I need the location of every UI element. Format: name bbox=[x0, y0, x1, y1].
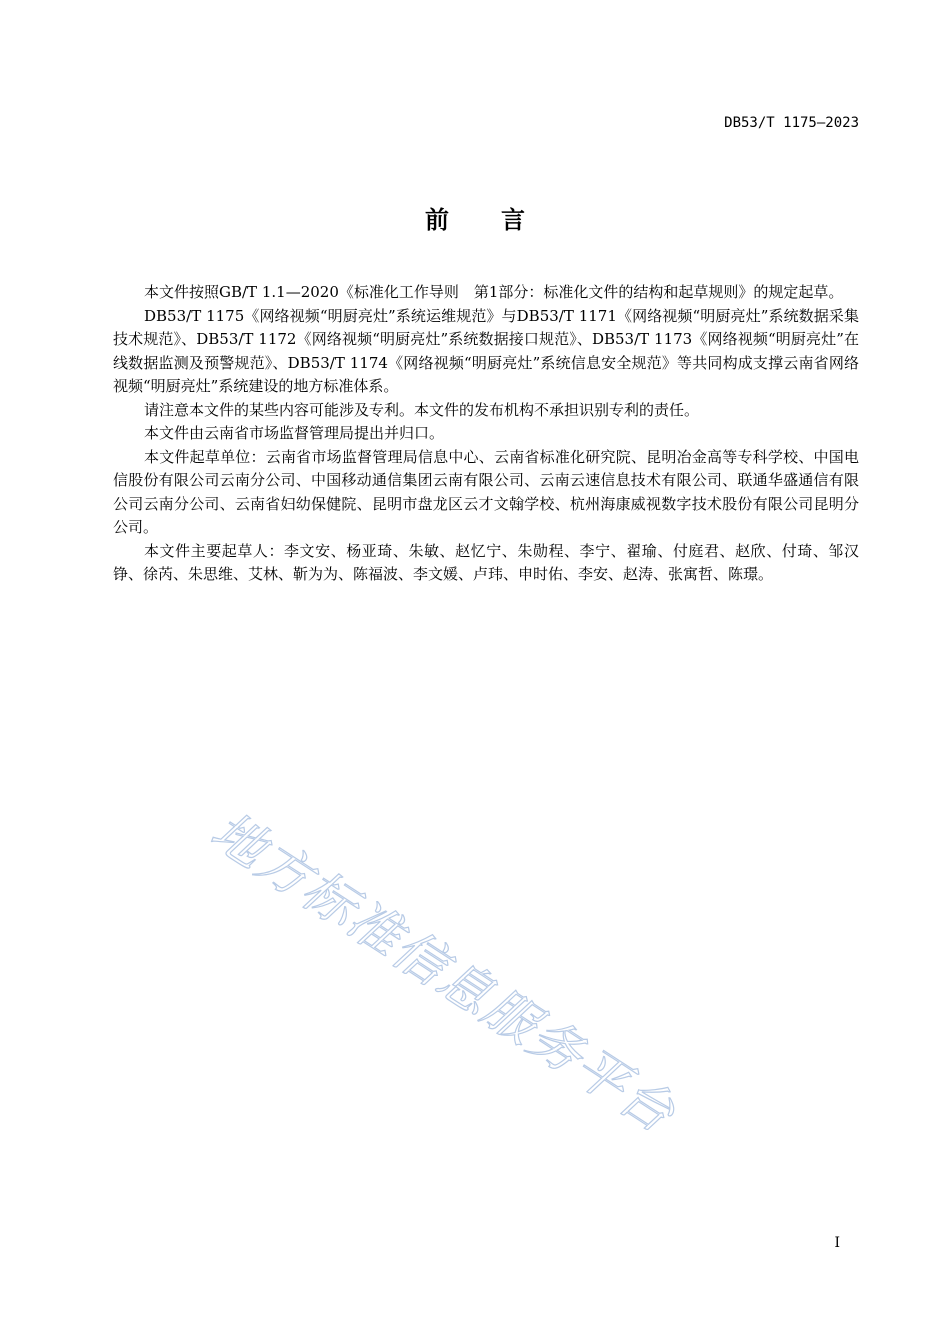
title-char-2: 言 bbox=[501, 206, 525, 234]
watermark: 地方标准信息服务平台 bbox=[200, 800, 686, 1146]
document-code: DB53/T 1175—2023 bbox=[724, 115, 859, 131]
paragraph-drafting-basis: 本文件按照GB/T 1.1—2020《标准化工作导则 第1部分：标准化文件的结构和起草规则》的规定起草。 bbox=[144, 283, 844, 301]
paragraph-patent-notice: 请注意本文件的某些内容可能涉及专利。本文件的发布机构不承担识别专利的责任。 bbox=[144, 400, 700, 419]
preface-body bbox=[113, 281, 859, 587]
paragraph-drafting-units: 本文件起草单位：云南省市场监督管理局信息中心、云南省标准化研究院、昆明冶金高等专科学校、中国电信股份有限公司云南分公司、中国移动通信集团云南有限公司、云南云速信息技术有限公司、联通华盛通信有限公司云南分公司、云南省妇幼保健院、昆明市盘龙区云才文翰学校、杭州海康威视数字技术股份有限公司昆明分公司。 bbox=[113, 447, 859, 536]
paragraph-proposer: 本文件由云南省市场监督管理局提出并归口。 bbox=[144, 424, 445, 442]
page-title bbox=[0, 200, 950, 235]
page-number: I bbox=[834, 1235, 840, 1251]
paragraph-standard-series: DB53/T 1175《网络视频“明厨亮灶”系统运维规范》与DB53/T 1171《网络视频“明厨亮灶”系统数据采集技术规范》、DB53/T 1172《网络视频“明厨亮灶”系统数据接口规范》、DB53/T 1173《网络视频“明厨亮灶”在线数据监测及预警规范》、DB53/T 1174《网络视频“明厨亮灶”系统信息安全规范》等共同构成支撑云南省网络视频“明厨亮灶”系统建设的地方标准体系。 bbox=[113, 306, 859, 395]
paragraph-drafters: 本文件主要起草人：李文安、杨亚琦、朱敏、赵忆宁、朱勋程、李宁、翟瑜、付庭君、赵欣、付琦、邹汉铮、徐芮、朱思维、艾林、靳为为、陈福波、李文媛、卢玮、申时佑、李安、赵涛、张寓哲、陈璟。 bbox=[113, 541, 859, 583]
title-char-1: 前 bbox=[425, 206, 449, 234]
